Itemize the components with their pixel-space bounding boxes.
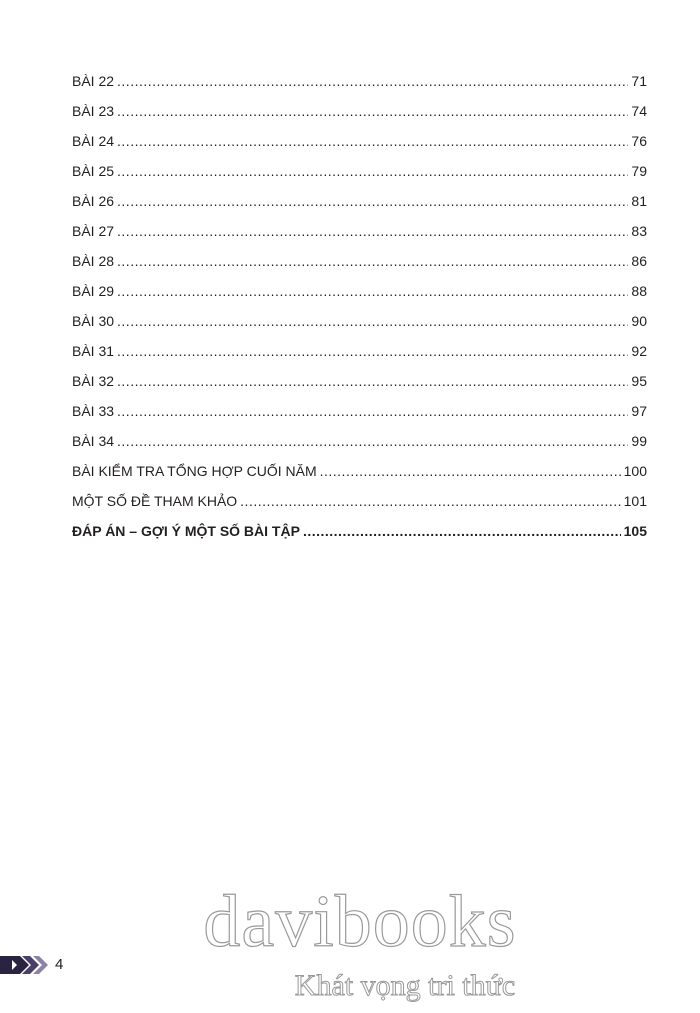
dot-leader — [117, 186, 628, 216]
toc-entry-page: 99 — [631, 433, 647, 449]
toc-entry-page: 100 — [623, 463, 647, 479]
toc-entry-page: 83 — [631, 223, 647, 239]
toc-entry[interactable] — [72, 186, 647, 216]
dot-leader — [117, 216, 628, 246]
toc-entry-page: 97 — [631, 403, 647, 419]
toc-entry[interactable] — [72, 366, 647, 396]
toc-entry-label: BÀI 32 — [72, 373, 115, 389]
toc-entry[interactable] — [72, 456, 647, 486]
toc-entry-label: ĐÁP ÁN – GỢI Ý MỘT SỐ BÀI TẬP — [72, 523, 300, 539]
dot-leader — [240, 486, 620, 516]
toc-entry-page: 79 — [631, 163, 647, 179]
toc-entry[interactable] — [72, 216, 647, 246]
dot-leader — [117, 246, 628, 276]
dot-leader — [117, 366, 628, 396]
toc-entry-answers[interactable] — [72, 516, 647, 546]
marker-bar — [0, 956, 12, 974]
toc-entry-label: BÀI 33 — [72, 403, 115, 419]
toc-entry-page: 88 — [631, 283, 647, 299]
toc-entry-label: BÀI 28 — [72, 253, 115, 269]
dot-leader — [320, 456, 621, 486]
toc-entry-label: BÀI 31 — [72, 343, 115, 359]
toc-entry-label: BÀI 22 — [72, 73, 115, 89]
toc-entry[interactable] — [72, 306, 647, 336]
dot-leader — [117, 66, 628, 96]
toc-entry-label: BÀI 30 — [72, 313, 115, 329]
chevron-right-icon — [0, 956, 50, 974]
toc-entry[interactable] — [72, 156, 647, 186]
toc-entry-page: 105 — [623, 523, 647, 539]
toc-entry-page: 71 — [631, 73, 647, 89]
dot-leader — [117, 96, 628, 126]
dot-leader — [117, 336, 628, 366]
dot-leader — [117, 276, 628, 306]
toc-entry-label: BÀI 25 — [72, 163, 115, 179]
toc-entry-page: 86 — [631, 253, 647, 269]
toc-entry-label: BÀI 24 — [72, 133, 115, 149]
toc-entry-page: 95 — [631, 373, 647, 389]
toc-entry[interactable] — [72, 396, 647, 426]
toc-entry-page: 92 — [631, 343, 647, 359]
dot-leader — [303, 516, 621, 546]
toc-entry-label: BÀI 29 — [72, 283, 115, 299]
toc-entry[interactable] — [72, 96, 647, 126]
toc-entry-page: 101 — [623, 493, 647, 509]
toc-entry-page: 74 — [631, 103, 647, 119]
dot-leader — [117, 156, 628, 186]
toc-entry-label: BÀI 34 — [72, 433, 115, 449]
dot-leader — [117, 126, 628, 156]
toc-entry-page: 90 — [631, 313, 647, 329]
dot-leader — [117, 306, 628, 336]
watermark-logo: davibooks — [203, 881, 517, 963]
watermark-tagline: Khát vọng tri thức — [294, 969, 516, 1002]
table-of-contents — [72, 66, 647, 546]
toc-entry[interactable] — [72, 246, 647, 276]
toc-entry-label: BÀI KIỂM TRA TỔNG HỢP CUỐI NĂM — [72, 463, 317, 479]
dot-leader — [117, 426, 628, 456]
toc-entry[interactable] — [72, 486, 647, 516]
page-marker-chevrons — [0, 956, 60, 974]
toc-entry-page: 76 — [631, 133, 647, 149]
toc-entry[interactable] — [72, 276, 647, 306]
toc-entry-label: MỘT SỐ ĐỀ THAM KHẢO — [72, 493, 238, 509]
toc-entry[interactable] — [72, 66, 647, 96]
toc-entry-page: 81 — [631, 193, 647, 209]
toc-entry[interactable] — [72, 336, 647, 366]
toc-entry-label: BÀI 23 — [72, 103, 115, 119]
toc-entry[interactable] — [72, 126, 647, 156]
page-number: 4 — [55, 956, 64, 973]
dot-leader — [117, 396, 628, 426]
toc-entry-label: BÀI 26 — [72, 193, 115, 209]
toc-entry[interactable] — [72, 426, 647, 456]
toc-entry-label: BÀI 27 — [72, 223, 115, 239]
